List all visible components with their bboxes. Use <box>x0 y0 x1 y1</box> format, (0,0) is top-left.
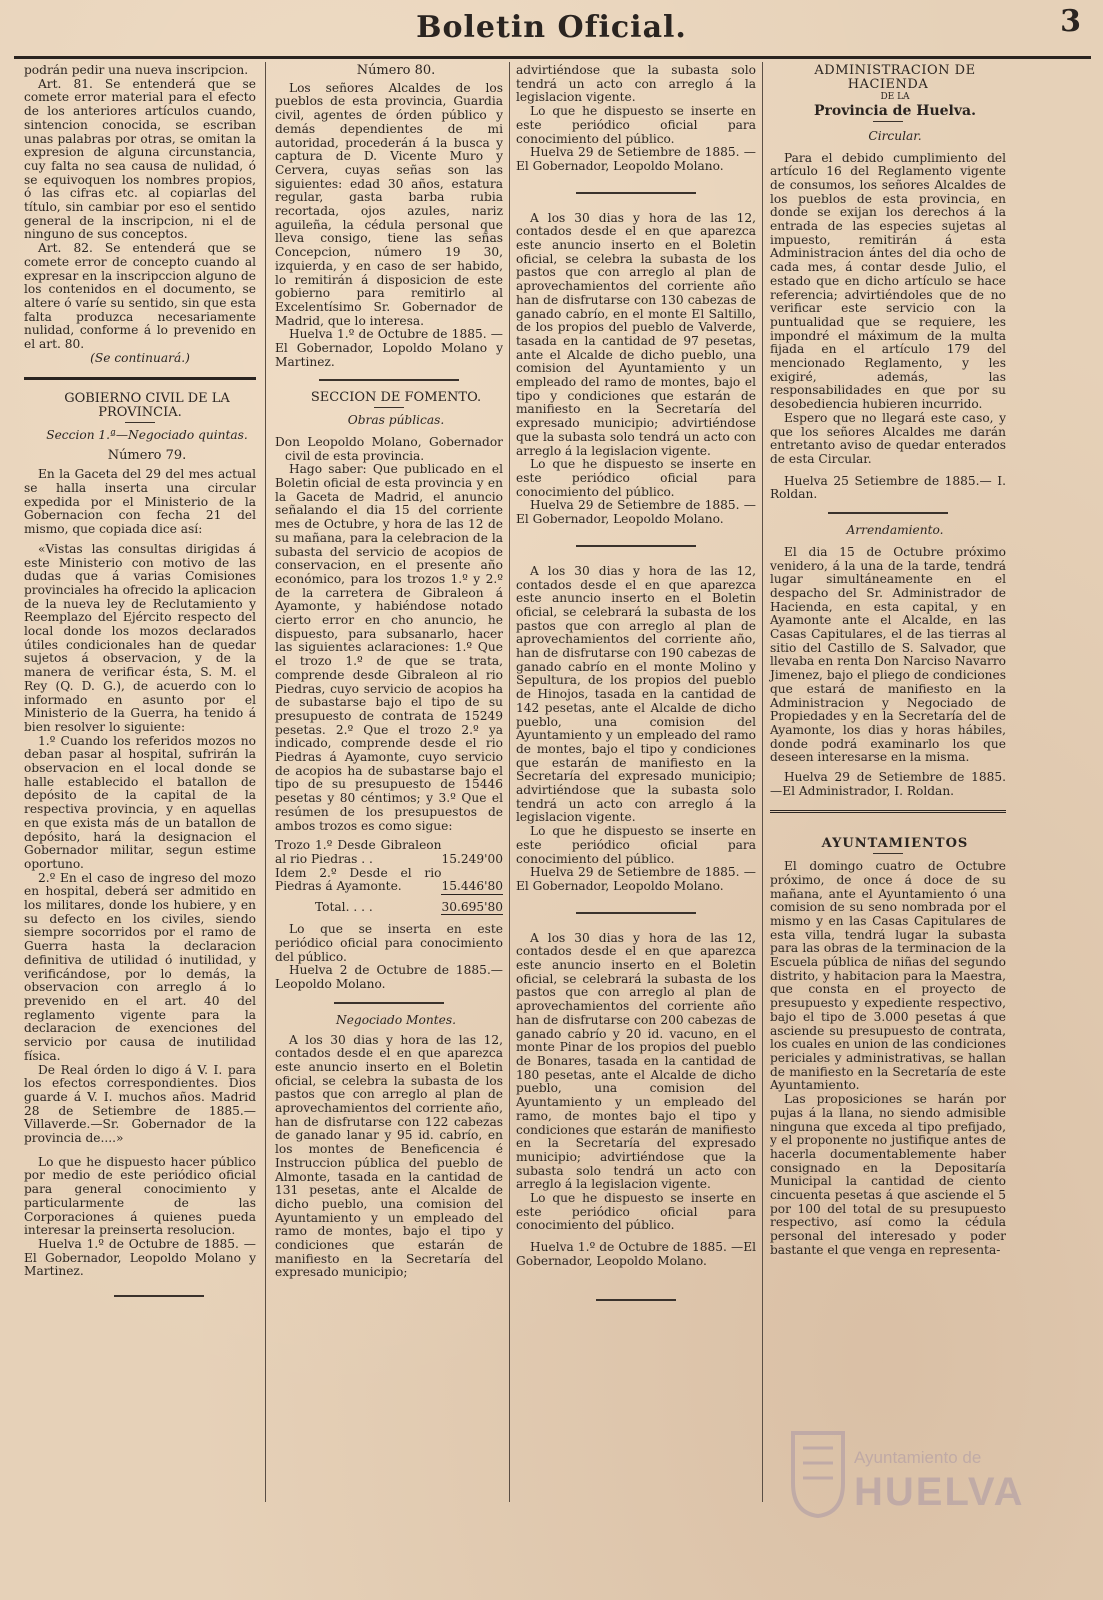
article-81: Art. 81. Se entenderá que se comete error material para el efecto de los anteriores artículos cuando, sintencion conocida, se escriban unas palabras por otras, se omitan la expresion de alguna circunstancia, cuy falta no sea causa de nulidad, ó se equivoquen los nombres propios, ó las cifras etc. al copiarlas del título, sin cambiar por eso el sentido general de la inscripcion, ni el de ninguno de sus conceptos. <box>24 76 256 242</box>
signature: Huelva 29 de Setiembre de 1885. —El Gobernador, Leopoldo Molano. <box>516 498 756 527</box>
paragraph: En la Gaceta del 29 del mes actual se halla inserta una circular expedida por el Ministerio de la Gobernacion con fecha 21 del mismo, que copiada dice así: <box>24 467 256 537</box>
paragraph: «Vistas las consultas dirigidas á este Ministerio con motivo de las dudas que á varias Comisiones provinciales ha ofrecido la aplicacion de la nueva ley de Reclutamiento y Reemplazo del Ejército respecto del local donde los mozos declarados útiles condicionales han de quedar sujetos á observacion, y de la manera de verificar ésta, S. M. el Rey (Q. D. G.), de acuerdo con lo informado en asunto por el Ministerio de la Guerra, ha tenido á bien resolver lo siguiente: <box>24 541 256 734</box>
table-cell: Idem 2.º Desde el rio Piedras á Ayamonte. <box>275 865 442 894</box>
column-divider <box>265 62 266 1502</box>
small-rule <box>374 407 404 408</box>
masthead-title: Boletin Oficial. <box>416 10 687 45</box>
paragraph: Lo que he dispuesto hacer público por medio de este periódico oficial para general conocimiento y particularmente de las Corporaciones á quienes pueda interesar la preinserta resolucion. <box>24 1154 256 1238</box>
paragraph: A los 30 dias y hora de las 12, contados desde el en que aparezca este anuncio inserto en el Boletin oficial, se celebra la subasta de los pastos que con arreglo al plan de aprovechamientos del corriente año, han de disfrutarse con 122 cabezas de ganado lanar y 95 id. cabrío, en los montes de Beneficencia é Instruccion pública del pueblo de Almonte, tasada en la cantidad de 131 pesetas, ante el Alcalde de dicho pueblo, una comision del Ayuntamiento y un empleado del ramo de montes, bajo el tipo y condiciones que estarán de manifiesto en la Secretaría del expresado municipio; <box>275 1032 503 1280</box>
column-1 <box>24 64 256 1297</box>
column-4 <box>770 64 1006 1258</box>
archive-watermark <box>788 1418 1088 1588</box>
section-rule <box>334 1002 444 1004</box>
continuation-note: (Se continuará.) <box>90 350 190 365</box>
separator-rule <box>576 912 696 914</box>
separator-rule <box>576 192 696 194</box>
notice-number: Número 80. <box>356 63 436 78</box>
section-rule <box>24 377 256 380</box>
subsection-heading: Arrendamiento. <box>846 523 944 538</box>
paragraph: advirtiéndose que la subasta solo tendrá un acto con arreglo á la legislacion vigente. <box>516 63 756 105</box>
paragraph: Lo que he dispuesto se inserte en este periódico oficial para conocimiento del público. <box>516 104 756 146</box>
coat-of-arms-icon <box>788 1428 848 1518</box>
paragraph: A los 30 dias y hora de las 12, contados desde el en que aparezca este anuncio inserto en el Boletin oficial, se celebrará la subasta de los pastos que con arreglo al plan de aprovechamientos del corriente año han de disfrutarse con 200 cabezas de ganado cabrío y 20 id. vacuno, en el monte Pinar de los propios del pueblo de Bonares, tasada en la cantidad de 180 pesetas, ante el Alcalde de dicho pueblo, una comision del Ayuntamiento y un empleado del ramo, de montes bajo el tipo y condiciones que estarán de manifiesto en la Secretaría del expresado municipio; advirtiéndose que la subasta solo tendrá un acto con arreglo á la legislacion vigente. <box>516 930 756 1192</box>
paragraph: 2.º En el caso de ingreso del mozo en hospital, deberá ser admitido en los militares, donde los hubiere, y en su defecto en los civiles, siendo siempre socorridos por el ramo de Guerra hasta la declaracion definitiva de utilidad ó inutilidad, y verificándose, por lo demás, la observacion con arreglo á lo prevenido en el art. 40 del reglamento vigente para la declaracion de exenciones del servicio por causa de inutilidad física. <box>24 870 256 1063</box>
paragraph: 1.º Cuando los referidos mozos no deban pasar al hospital, sufrirán la observacion en el local donde se halle establecido el batallon de depósito de la capital de la respectiva provincia, y en aquellas en que exista más de un batallon de depósito, hará la designacion el Gobernador militar, segun estime oportuno. <box>24 733 256 871</box>
signature: Huelva 25 Setiembre de 1885.— I. Roldan. <box>770 473 1006 502</box>
subsection-heading: Obras públicas. <box>347 413 445 428</box>
notice-number: Número 79. <box>107 447 187 463</box>
table-cell: Total. . . . <box>315 900 373 915</box>
table-row <box>275 839 503 866</box>
paragraph: A los 30 dias y hora de las 12, contados desde el en que aparezca este anuncio inserto en el Boletin oficial, se celebra la subasta de los pastos que con arreglo al plan de aprovechamientos del corriente año han de disfrutarse con 130 cabezas de ganado cabrío, en el monte El Saltillo, de los propios del pueblo de Valverde, tasada en la cantidad de 97 pesetas, ante el Alcalde de dicho pueblo, una comision del Ayuntamiento y un empleado del ramo de montes, bajo el tipo y condiciones que estarán de manifiesto en la Secretaría del expresado municipio; advirtiéndose que la subasta solo tendrá un acto con arreglo á la legislacion vigente. <box>516 210 756 458</box>
signature: Huelva 1.º de Octubre de 1885. —El Gobernador, Leopoldo Molano y Martinez. <box>24 1236 256 1279</box>
section-heading: DE LA <box>880 92 910 103</box>
small-rule <box>873 121 903 122</box>
paragraph: Espero que no llegará este caso, y que los señores Alcaldes me darán entretanto aviso de quedar enterados de esta Circular. <box>770 410 1006 466</box>
column-divider <box>762 62 763 1502</box>
subsection-heading: Circular. <box>868 128 922 143</box>
table-cell: 15.446'80 <box>441 867 503 894</box>
article-82: Art. 82. Se entenderá que se comete error de concepto cuando al expresar en la inscripccion alguno de los contenidos en el documento, se altere ó varíe su sentido, sin que esta falta produzca necesariamente nulidad, conforme á lo prevenido en el art. 80. <box>24 241 256 352</box>
small-rule <box>873 853 903 854</box>
paragraph: Don Leopoldo Molano, Gobernador civil de esta provincia. <box>275 434 503 463</box>
table-cell: 15.249'00 <box>441 851 503 866</box>
subsection-heading: Negociado Montes. <box>336 1012 456 1027</box>
page-number: 3 <box>1060 4 1081 39</box>
signature: Huelva 29 de Setiembre de 1885. —El Gobernador, Leopoldo Molano. <box>516 865 756 893</box>
column-2 <box>275 64 503 1280</box>
paragraph: Lo que se inserta en este periódico oficial para conocimiento del público. <box>275 922 503 964</box>
column-3 <box>516 64 756 1331</box>
signature: Huelva 1.º de Octubre de 1885. —El Gobernador, Leopoldo Molano. <box>516 1240 756 1268</box>
section-heading: Provincia de Huelva. <box>814 103 976 120</box>
masthead-rule <box>14 56 1091 59</box>
table-cell: 30.695'80 <box>441 894 503 915</box>
signature: Huelva 1.º de Octubre de 1885. —El Gobernador, Lopoldo Molano y Martinez. <box>275 327 503 369</box>
table-row <box>275 867 503 894</box>
table-cell: Trozo 1.º Desde Gibraleon al rio Piedras . . <box>275 838 442 866</box>
end-rule <box>596 1299 676 1301</box>
budget-table <box>275 839 503 915</box>
signature: Huelva 29 de Setiembre de 1885. —El Administrador, I. Roldan. <box>770 770 1006 798</box>
watermark-line: HUELVA <box>854 1470 1025 1514</box>
paragraph: Lo que he dispuesto se inserte en este periódico oficial para conocimiento del público. <box>516 1191 756 1233</box>
paragraph: El dia 15 de Octubre próximo venidero, á la una de la tarde, tendrá lugar simultáneamente en el despacho del Sr. Administrador de Hacienda, en esta capital, y en Ayamonte ante el Alcalde, en las Casas Capitulares, el de las tierras al sitio del Castillo de S. Salvador, que llevaba en renta Don Narciso Navarro Jimenez, bajo el pliego de condiciones que estará de manifiesto en la Administracion y Negociado de Propiedades y en la Secretaría del de Ayamonte, los dias y horas hábiles, donde podrá examinarlo los que deseen interesarse en la misma. <box>770 544 1006 765</box>
paragraph: Hago saber: Que publicado en el Boletin oficial de esta provincia y en la Gaceta de Madrid, el anuncio señalando el dia 15 del corriente mes de Octubre, y hora de las 12 de su mañana, para la celebracion de la subasta del servicio de acopios de conservacion, en el presente año económico, para los trozos 1.º y 2.º de la carretera de Gibraleon á Ayamonte, y habiéndose notado cierto error en cho anuncio, he dispuesto, para subsanarlo, hacer las siguientes aclaraciones: 1.º Que el trozo 1.º de que se trata, comprende desde Gibraleon al rio Piedras, cuyo servicio de acopios ha de subastarse bajo el tipo de su presupuesto de contrata de 15249 pesetas. 2.º Que el trozo 2.º ya indicado, comprende desde el rio Piedras á Ayamonte, cuyo servicio de acopios ha de subastarse bajo el tipo de su presupuesto de 15446 pesetas y 80 céntimos; y 3.º Que el resúmen de los presupuestos de ambos trozos es como sigue: <box>275 462 503 833</box>
paragraph: Las proposiciones se harán por pujas á la llana, no siendo admisible ninguna que exceda al tipo prefijado, y el proponente no justifique antes de hacerla documentablemente haber consignado en la Depositaría Municipal la cantidad de ciento cincuenta pesetas á que asciende el 5 por 100 del total de su presupuesto respectivo, así como la cédula personal del interesado y poder bastante el que venga en representa- <box>770 1092 1006 1257</box>
paragraph: A los 30 dias y hora de las 12, contados desde el en que aparezca este anuncio inserto en el Boletin oficial, se celebrará la subasta de los pastos que con arreglo al plan de aprovechamientos del corriente año, han de disfrutarse con 190 cabezas de ganado cabrío en el monte Molino y Sepultura, de los propios del pueblo de Hinojos, tasada en la cantidad de 142 pesetas, ante el Alcalde de dicho pueblo, una comision del Ayuntamiento y un empleado del ramo de montes, bajo el tipo y condiciones que estarán de manifiesto en la Secretaría del expresado municipio; advirtiéndose que la subasta solo tendrá un acto con arreglo á la legislacion vigente. <box>516 563 756 825</box>
section-rule <box>319 379 459 381</box>
signature: Huelva 2 de Octubre de 1885.—Leopoldo Molano. <box>275 963 503 992</box>
paragraph: De Real órden lo digo á V. I. para los efectos correspondientes. Dios guarde á V. I. muchos años. Madrid 28 de Setiembre de 1885.—Villaverde.—Sr. Gobernador de la provincia de....» <box>24 1062 256 1146</box>
signature: Huelva 29 de Setiembre de 1885. —El Gobernador, Leopoldo Molano. <box>516 145 756 173</box>
paragraph: podrán pedir una nueva inscripcion. <box>24 63 249 77</box>
small-rule <box>125 422 155 423</box>
section-rule <box>770 810 1006 815</box>
section-heading: SECCION DE FOMENTO. <box>310 390 482 406</box>
subsection-heading: Seccion 1.ª—Negociado quintas. <box>46 427 248 442</box>
paragraph: El domingo cuatro de Octubre próximo, de once á doce de su mañana, ante el Ayuntamiento ó una comision de su seno nombrada por el mismo y en las Casas Capitulares de esta villa, tendrá lugar la subasta para las obras de la terminacion de la Escuela pública de niñas del segundo distrito, y habitacion para la Maestra, que consta en el proyecto de presupuesto y expediente respectivo, bajo el tipo de 3.000 pesetas á que asciende su presupuesto de contrata, los cuales en union de las condiciones periciales y administrativas, se hallan de manifiesto en la Secretaría de este Ayuntamiento. <box>770 859 1006 1093</box>
paragraph: Para el debido cumplimiento del artículo 16 del Reglamento vigente de consumos, los señores Alcaldes de los pueblos de esta provincia, en donde se exijan los derechos á la entrada de las especies sujetas al impuesto, remitirán á esta Administracion ántes del dia ocho de cada mes, á contar desde Julio, el estado que en dicho artículo se hace referencia; advirtiéndoles que de no verificar este servicio con la puntualidad que se requiere, les impondré el máximum de la multa fijada en el artículo 179 del mencionado Reglamento, y les exigiré, además, las responsabilidades en que por su desobediencia hubieren incurrido. <box>770 150 1006 412</box>
end-rule <box>114 1295 204 1297</box>
column-divider <box>509 62 510 1502</box>
table-row <box>275 894 503 915</box>
separator-rule <box>576 545 696 547</box>
section-rule <box>828 512 948 514</box>
section-heading: AYUNTAMIENTOS <box>821 836 969 852</box>
section-heading: GOBIERNO CIVIL DE LA PROVINCIA. <box>64 391 230 421</box>
watermark-line: Ayuntamiento de <box>854 1448 982 1467</box>
section-heading: ADMINISTRACION DE HACIENDA <box>814 63 976 92</box>
paragraph: Lo que he dispuesto se inserte en este periódico oficial para conocimiento del público. <box>516 824 756 866</box>
paragraph: Los señores Alcaldes de los pueblos de esta provincia, Guardia civil, agentes de órden público y demás dependientes de mi autoridad, procederán á la busca y captura de D. Vicente Muro y Cervera, cuyas señas son las siguientes: edad 30 años, estatura regular, gasta barba rubia recortada, ojos azules, nariz aguileña, la cédula personal que lleva consigo, tiene las señas Concepcion, número 19 30, izquierda, y en caso de ser habido, lo remitirán á disposicion de este gobierno para remitirlo al Excelentísimo Sr. Gobernador de Madrid, que lo interesa. <box>275 80 503 328</box>
paragraph: Lo que he dispuesto se inserte en este periódico oficial para conocimiento del público. <box>516 457 756 499</box>
